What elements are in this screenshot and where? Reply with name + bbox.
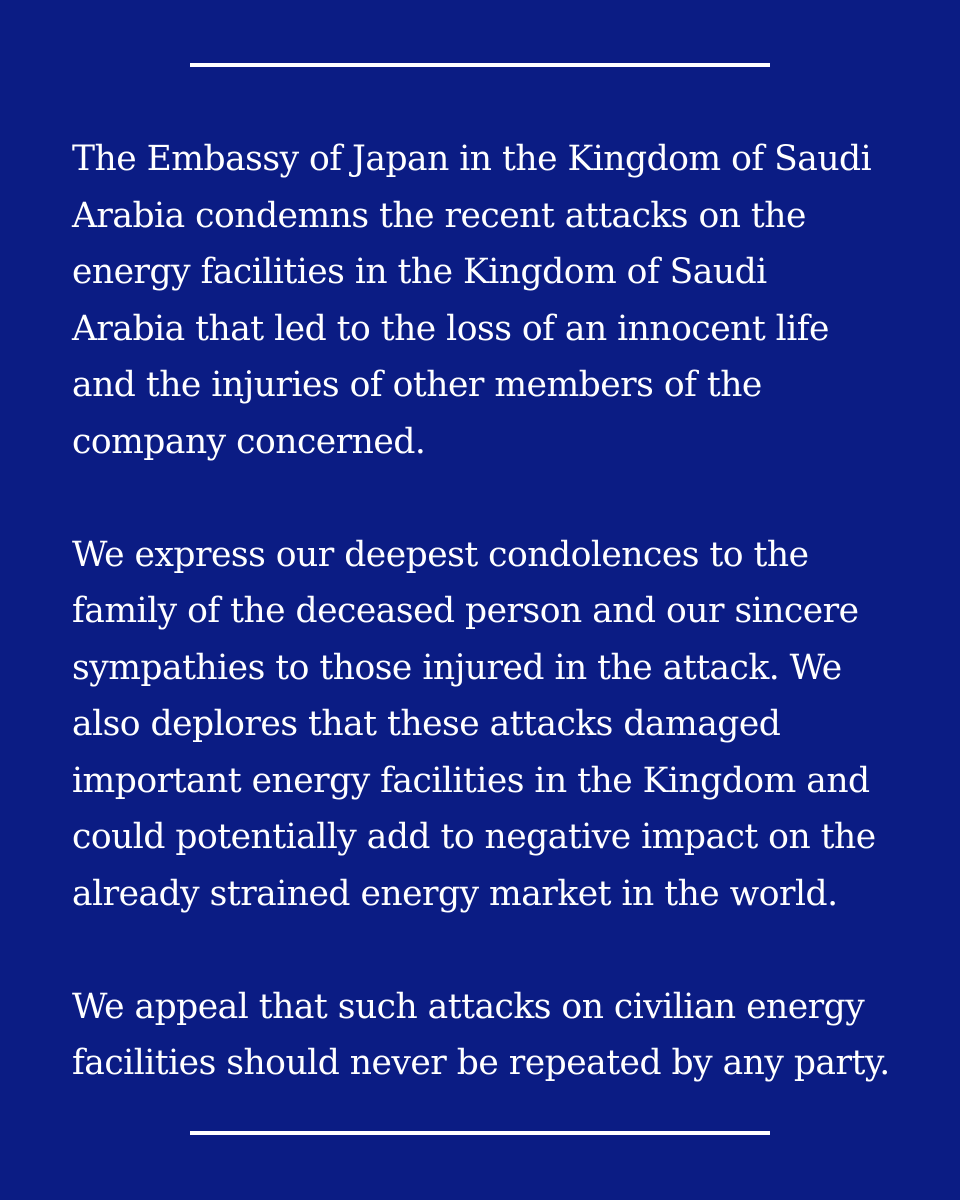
- statement-paragraph-2: We express our deepest condolences to the family of the deceased person and our sincere sympathies to those injured in the attack. We also deplores that these attacks damaged important energy facilities in the Kingdom and could potentially add to negative impact on the already strained energy market in the world.: [72, 534, 876, 914]
- statement-paragraph-1: The Embassy of Japan in the Kingdom of Saudi Arabia condemns the recent attacks on the energy facilities in the Kingdom of Saudi Arabia that led to the loss of an innocent life and the injuries of other members of the company concerned.: [72, 139, 872, 462]
- bottom-divider: [190, 1131, 770, 1135]
- statement-body: [72, 131, 902, 1092]
- top-divider: [190, 63, 770, 67]
- statement-paragraph-3: We appeal that such attacks on civilian energy facilities should never be repeated by any party.: [72, 986, 890, 1083]
